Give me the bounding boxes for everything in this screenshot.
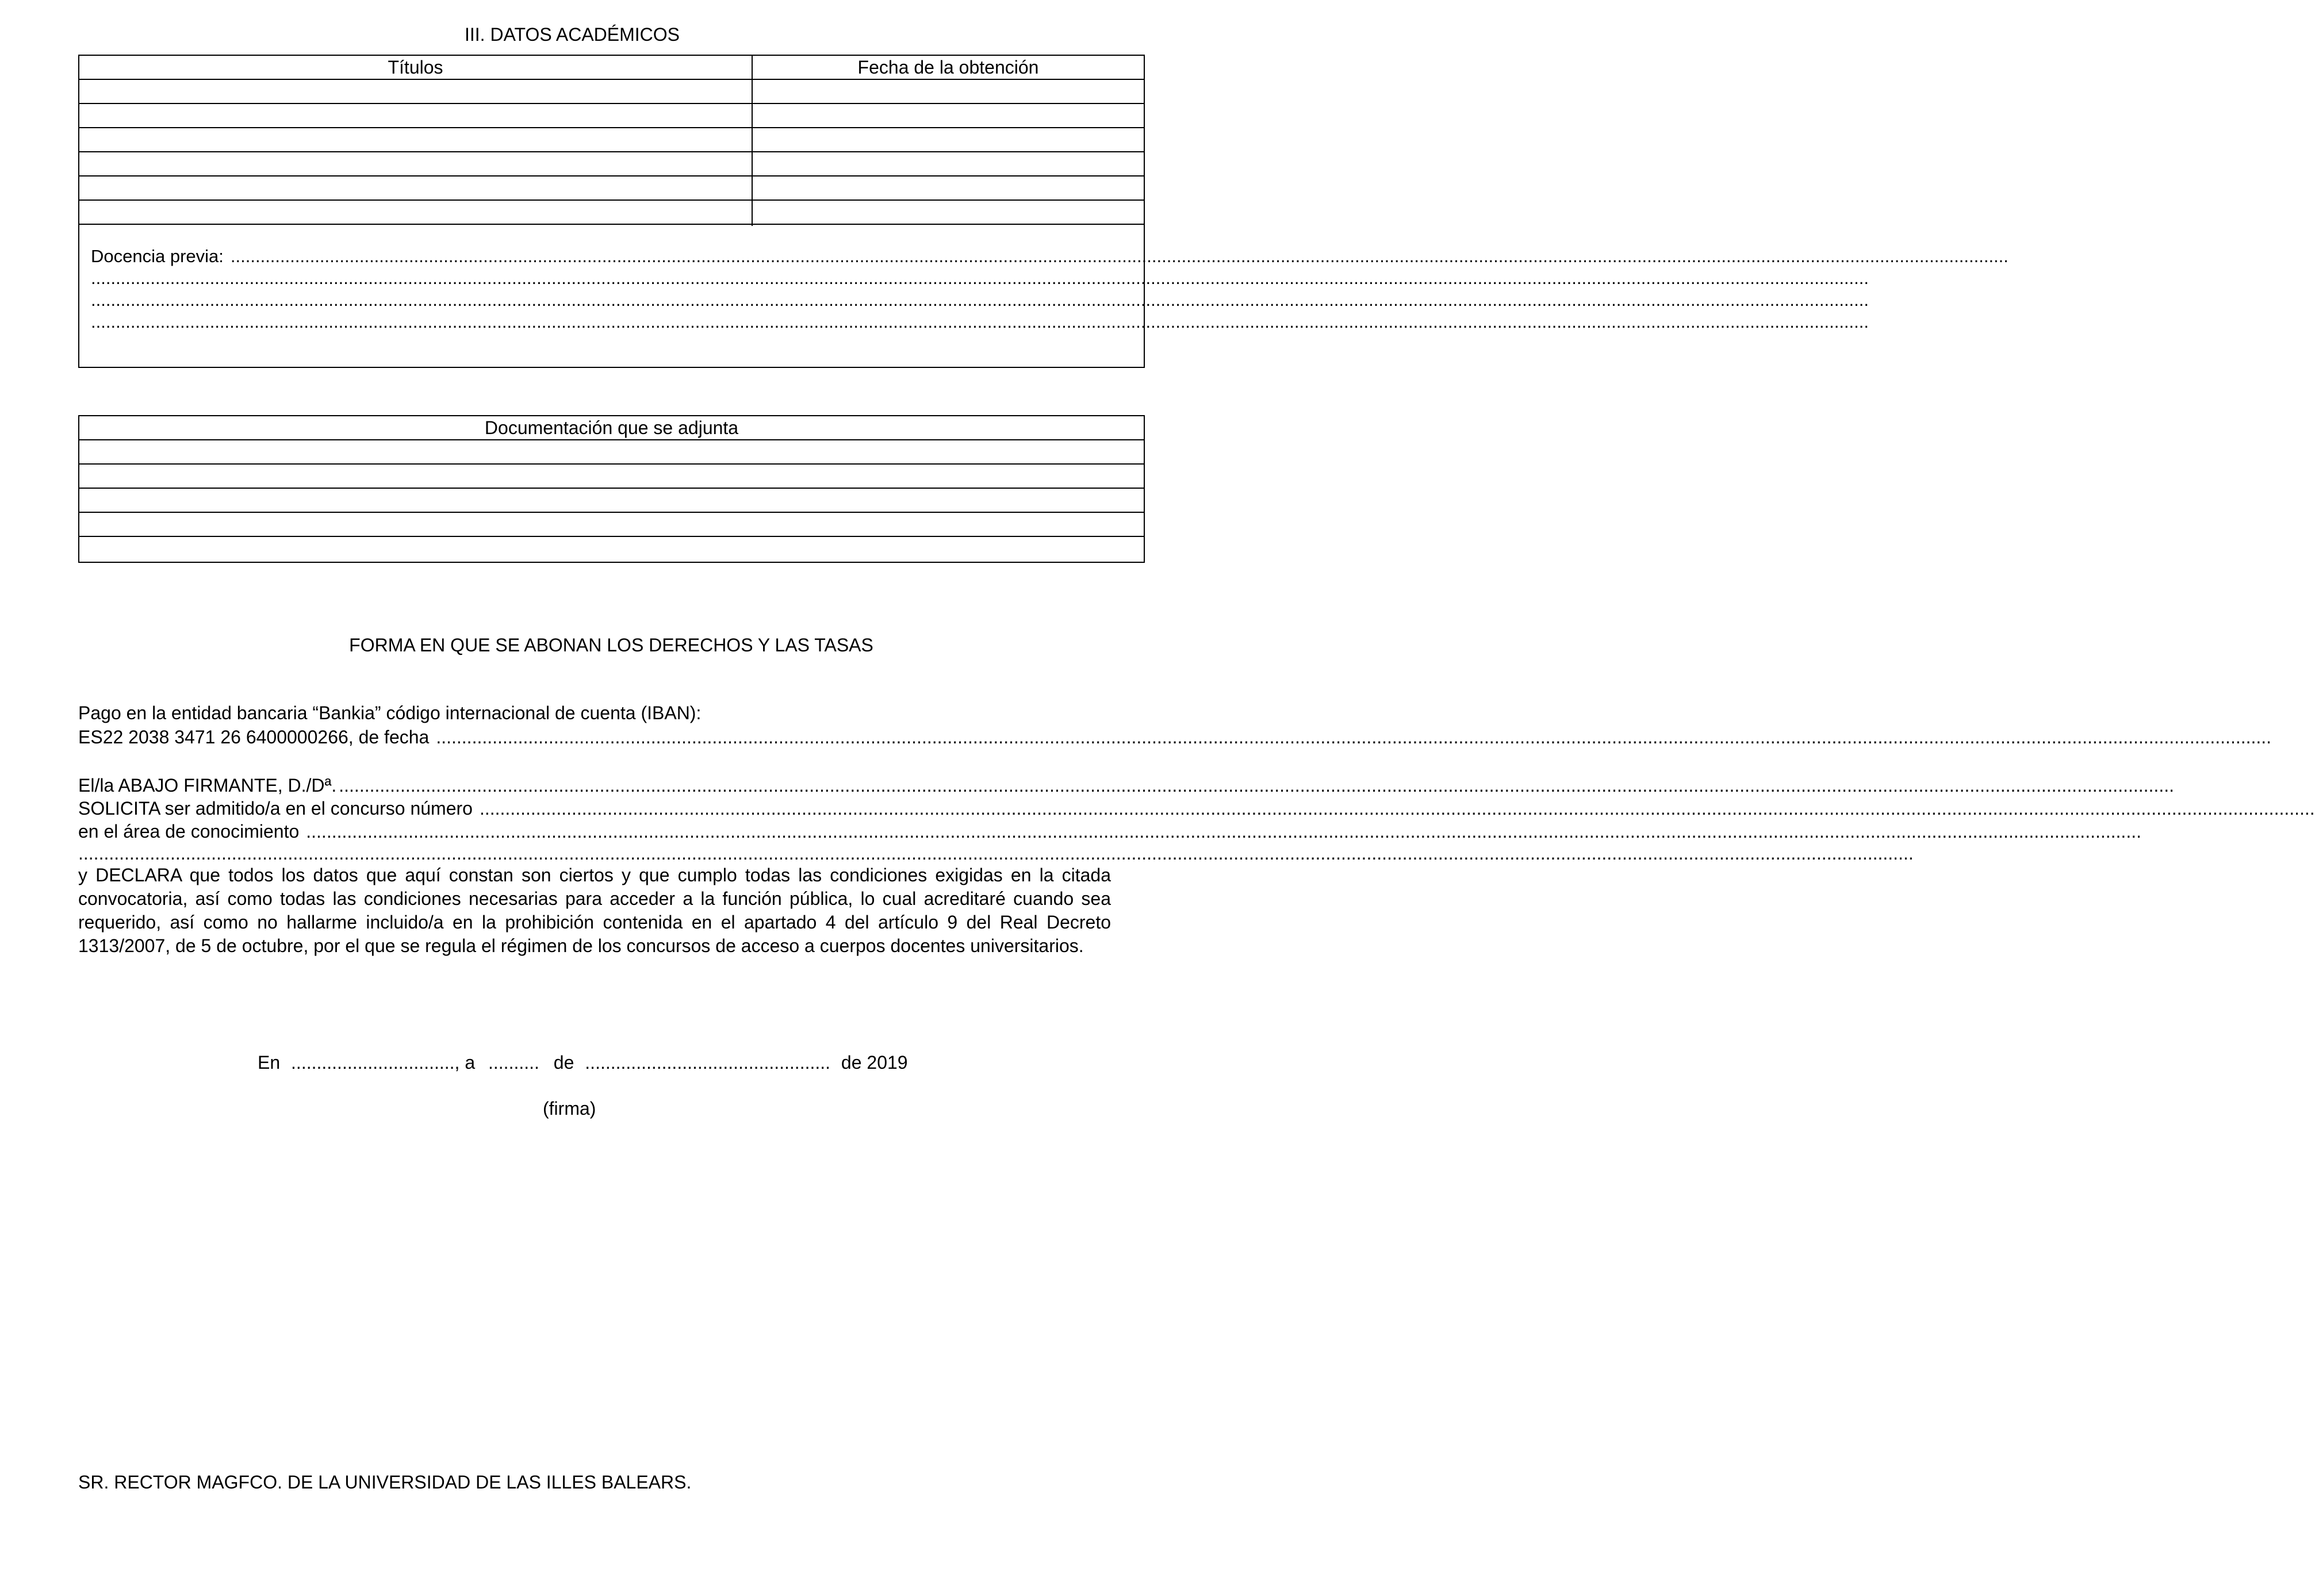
section-title: III. DATOS ACADÉMICOS bbox=[465, 24, 680, 45]
academic-data-table bbox=[78, 55, 2009, 368]
payment-title: FORMA EN QUE SE ABONAN LOS DERECHOS Y LAS TASAS bbox=[349, 635, 873, 655]
table-header-row bbox=[79, 56, 1144, 80]
date-line bbox=[258, 1052, 908, 1073]
place-field[interactable]: ................................ bbox=[291, 1052, 455, 1073]
table-row bbox=[79, 80, 1144, 104]
fecha-cell[interactable] bbox=[753, 152, 1144, 175]
iban-label: ES22 2038 3471 26 6400000266, de fecha bbox=[78, 727, 430, 747]
titulo-cell[interactable] bbox=[79, 128, 752, 151]
dotted-leader: ....................................................................................................................................................................................................................................................................................................................................................................... bbox=[436, 727, 2272, 747]
request-line[interactable] bbox=[78, 798, 2315, 819]
date-de: de bbox=[553, 1052, 574, 1073]
request-label: SOLICITA ser admitido/a en el concurso número bbox=[78, 798, 473, 819]
table-row[interactable] bbox=[79, 513, 1144, 537]
documentation-table bbox=[78, 415, 1145, 563]
area-continuation-line[interactable] bbox=[78, 843, 1914, 864]
signature-label: (firma) bbox=[543, 1098, 596, 1119]
addressee: SR. RECTOR MAGFCO. DE LA UNIVERSIDAD DE LAS ILLES BALEARS. bbox=[78, 1472, 692, 1493]
signer-line[interactable] bbox=[78, 775, 2174, 796]
payment-line-1: Pago en la entidad bancaria “Bankia” código internacional de cuenta (IBAN): bbox=[78, 703, 702, 723]
dotted-leader: ....................................................................................................................................................................................................................................................................................................................................................................... bbox=[230, 246, 2009, 266]
header-titulos: Títulos bbox=[388, 57, 443, 78]
fecha-cell[interactable] bbox=[753, 80, 1144, 103]
docencia-previa-field[interactable] bbox=[91, 245, 2009, 333]
dotted-line: ....................................................................................................................................................................................................................................................................................................................................................................... bbox=[78, 843, 1914, 864]
dotted-line: ....................................................................................................................................................................................................................................................................................................................................................................... bbox=[91, 312, 1869, 332]
date-a: , a bbox=[454, 1052, 476, 1073]
titulo-cell[interactable] bbox=[79, 201, 752, 224]
header-fecha-obtencion: Fecha de la obtención bbox=[857, 57, 1039, 78]
table-row[interactable] bbox=[79, 489, 1144, 513]
declaration-text: y DECLARA que todos los datos que aquí constan son ciertos y que cumplo todas las condiciones exigidas en la citada convocatoria, así como todas las condiciones necesarias para acceder a la función pública, lo cual acreditaré cuando sea requerido, así como no hallarme incluido/a en la prohibición contenida en el apartado 4 del artículo 9 del Real Decreto 1313/2007, de 5 de octubre, por el que se regula el régimen de los concursos de acceso a cuerpos docentes universitarios. bbox=[78, 865, 1111, 956]
dotted-leader: ....................................................................................................................................................................................................................................................................................................................................................................... bbox=[306, 821, 2141, 842]
area-label: en el área de conocimiento bbox=[78, 821, 300, 842]
dotted-leader: ....................................................................................................................................................................................................................................................................................................................................................................... bbox=[339, 775, 2174, 796]
month-field[interactable]: ................................................ bbox=[585, 1052, 831, 1073]
titulo-cell[interactable] bbox=[79, 152, 752, 175]
dotted-line: ....................................................................................................................................................................................................................................................................................................................................................................... bbox=[91, 268, 1869, 288]
date-en: En bbox=[258, 1052, 281, 1073]
docencia-label: Docencia previa: bbox=[91, 246, 224, 266]
fecha-cell[interactable] bbox=[753, 177, 1144, 200]
area-line[interactable] bbox=[78, 821, 2141, 842]
table-row[interactable] bbox=[79, 465, 1144, 489]
table-row bbox=[79, 152, 1144, 177]
table-row[interactable] bbox=[79, 537, 1144, 561]
titulo-cell[interactable] bbox=[79, 177, 752, 200]
dotted-line: ....................................................................................................................................................................................................................................................................................................................................................................... bbox=[91, 290, 1869, 310]
table-row bbox=[79, 128, 1144, 152]
titulo-cell[interactable] bbox=[79, 104, 752, 127]
table-row bbox=[79, 177, 1144, 201]
fecha-cell[interactable] bbox=[753, 201, 1144, 224]
payment-line-2[interactable] bbox=[78, 727, 2272, 748]
signer-label: El/la ABAJO FIRMANTE, D./Dª. bbox=[78, 775, 337, 796]
fecha-cell[interactable] bbox=[753, 128, 1144, 151]
table-row bbox=[79, 104, 1144, 128]
fecha-cell[interactable] bbox=[753, 104, 1144, 127]
dotted-leader: ....................................................................................................................................................................................................................................................................................................................................................................... bbox=[479, 798, 2315, 819]
table-row bbox=[79, 201, 1144, 225]
titulo-cell[interactable] bbox=[79, 80, 752, 103]
date-year: de 2019 bbox=[841, 1052, 908, 1073]
table-row[interactable] bbox=[79, 440, 1144, 465]
day-field[interactable]: .......... bbox=[488, 1052, 539, 1073]
docencia-first-line bbox=[91, 245, 2009, 267]
documentation-header: Documentación que se adjunta bbox=[79, 416, 1144, 440]
